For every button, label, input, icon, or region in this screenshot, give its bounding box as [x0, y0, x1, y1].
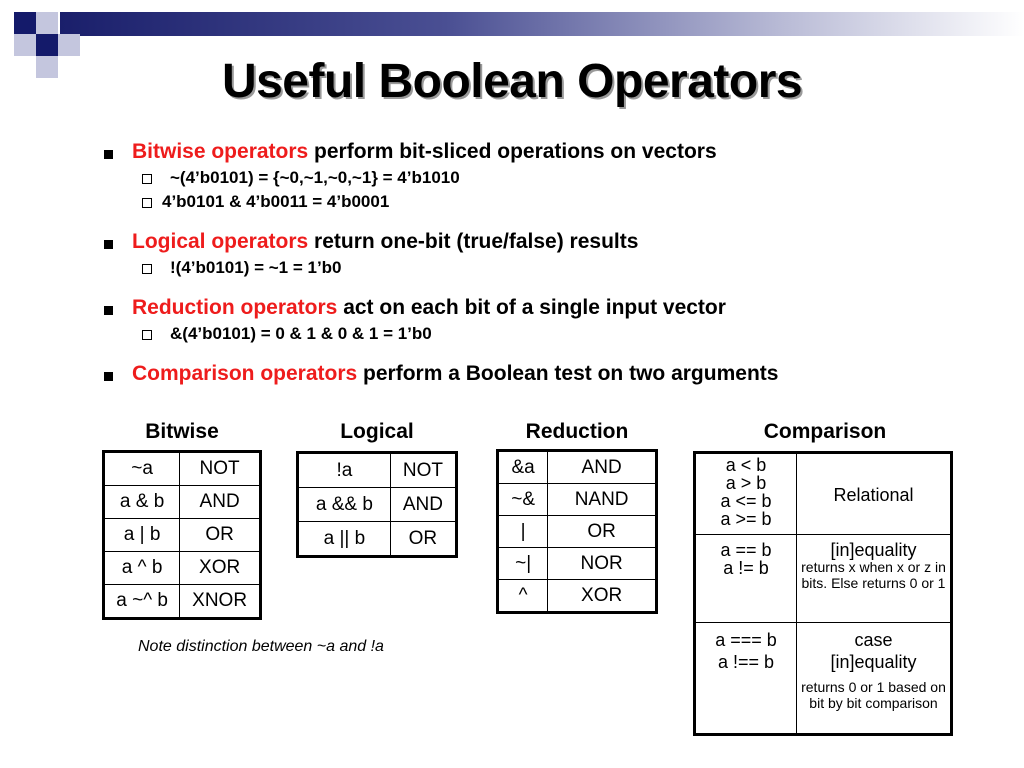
table-row [298, 522, 457, 557]
table-row [298, 488, 457, 522]
bullet-text: perform a Boolean test on two arguments [357, 362, 779, 385]
meaning-note: returns 0 or 1 based on bit by bit comparison [801, 679, 946, 711]
operator-cell: a & b [104, 486, 180, 519]
operator-text: a > b [725, 473, 767, 493]
comparison-table [693, 451, 953, 736]
sub-bullet: !(4’b0101) = ~1 = 1’b0 [104, 258, 1004, 278]
table-row [104, 519, 261, 552]
operator-text: a < b [725, 455, 767, 475]
bullet-bitwise [104, 140, 1004, 164]
meaning-cell: NAND [548, 484, 657, 516]
bullet-term: Comparison operators [132, 362, 358, 385]
meaning-cell: Relational [797, 453, 952, 535]
meaning-cell: OR [548, 516, 657, 548]
operator-cell: a && b [298, 488, 391, 522]
operator-cell: !a [298, 453, 391, 488]
bullet-text: return one-bit (true/false) results [308, 230, 639, 253]
meaning-text: case [854, 630, 893, 650]
bullet-term: Reduction operators [132, 296, 338, 319]
table-row [498, 451, 657, 484]
table-row [104, 452, 261, 486]
table-row [498, 516, 657, 548]
table-row [298, 453, 457, 488]
decorative-square [14, 34, 36, 56]
operator-cell: ~a [104, 452, 180, 486]
operator-cell [695, 623, 797, 735]
meaning-cell: NOT [180, 452, 261, 486]
slide-title: Useful Boolean Operators [221, 55, 803, 108]
meaning-cell: XOR [548, 580, 657, 613]
meaning-cell: XNOR [180, 585, 261, 619]
sub-bullet: &(4’b0101) = 0 & 1 & 0 & 1 = 1’b0 [104, 324, 1004, 344]
operator-cell [695, 453, 797, 535]
bullet-reduction [104, 296, 1004, 320]
operator-cell [695, 535, 797, 623]
operator-cell: | [498, 516, 548, 548]
decorative-square [36, 12, 58, 34]
bullet-text: act on each bit of a single input vector [337, 296, 726, 319]
table-row [104, 552, 261, 585]
bitwise-table-title: Bitwise [145, 420, 219, 443]
meaning-cell: OR [180, 519, 261, 552]
meaning-cell: AND [180, 486, 261, 519]
operator-text: a != b [723, 558, 769, 578]
note-text: Note distinction between ~a and !a [138, 638, 384, 655]
operator-text: a == b [720, 540, 772, 560]
table-row [498, 580, 657, 613]
sub-bullet: 4’b0101 & 4’b0011 = 4’b0001 [104, 192, 1004, 212]
bullet-term: Bitwise operators [132, 140, 309, 163]
meaning-cell: AND [548, 451, 657, 484]
meaning-note: returns x when x or z in bits. Else returns 0 or 1 [801, 559, 946, 591]
operator-text: a !== b [717, 652, 775, 672]
operator-cell: ^ [498, 580, 548, 613]
operator-text: a === b [715, 630, 777, 650]
meaning-cell: AND [390, 488, 456, 522]
meaning-cell: NOR [548, 548, 657, 580]
table-row [695, 535, 952, 623]
decorative-square [36, 34, 58, 56]
operator-text: a <= b [720, 491, 772, 511]
header-gradient-bar [60, 12, 1024, 36]
table-row [498, 484, 657, 516]
logical-table-title: Logical [340, 420, 414, 443]
table-row [104, 486, 261, 519]
meaning-cell: NOT [390, 453, 456, 488]
bullet-text: perform bit-sliced operations on vectors [308, 140, 717, 163]
meaning-cell [797, 535, 952, 623]
reduction-table-title: Reduction [525, 420, 629, 443]
bullet-list [104, 140, 1004, 390]
operator-cell: a ~^ b [104, 585, 180, 619]
operator-cell: &a [498, 451, 548, 484]
operator-cell: a || b [298, 522, 391, 557]
bullet-logical [104, 230, 1004, 254]
operator-cell: ~| [498, 548, 548, 580]
reduction-table [496, 449, 658, 614]
operator-cell: a ^ b [104, 552, 180, 585]
bullet-comparison [104, 362, 1004, 386]
bitwise-table [102, 450, 262, 620]
table-row [498, 548, 657, 580]
table-row [695, 453, 952, 535]
operator-text: a >= b [720, 509, 772, 529]
meaning-cell [797, 623, 952, 735]
meaning-cell: OR [390, 522, 456, 557]
meaning-text: [in]equality [830, 652, 917, 672]
meaning-cell: XOR [180, 552, 261, 585]
sub-bullet: ~(4’b0101) = {~0,~1,~0,~1} = 4’b1010 [104, 168, 1004, 188]
meaning-text: [in]equality [830, 540, 917, 560]
table-row [104, 585, 261, 619]
decorative-square [58, 34, 80, 56]
table-row [695, 623, 952, 735]
operator-cell: a | b [104, 519, 180, 552]
bullet-term: Logical operators [132, 230, 309, 253]
operator-cell: ~& [498, 484, 548, 516]
decorative-square [14, 12, 36, 34]
logical-table [296, 451, 458, 558]
comparison-table-title: Comparison [763, 420, 887, 443]
